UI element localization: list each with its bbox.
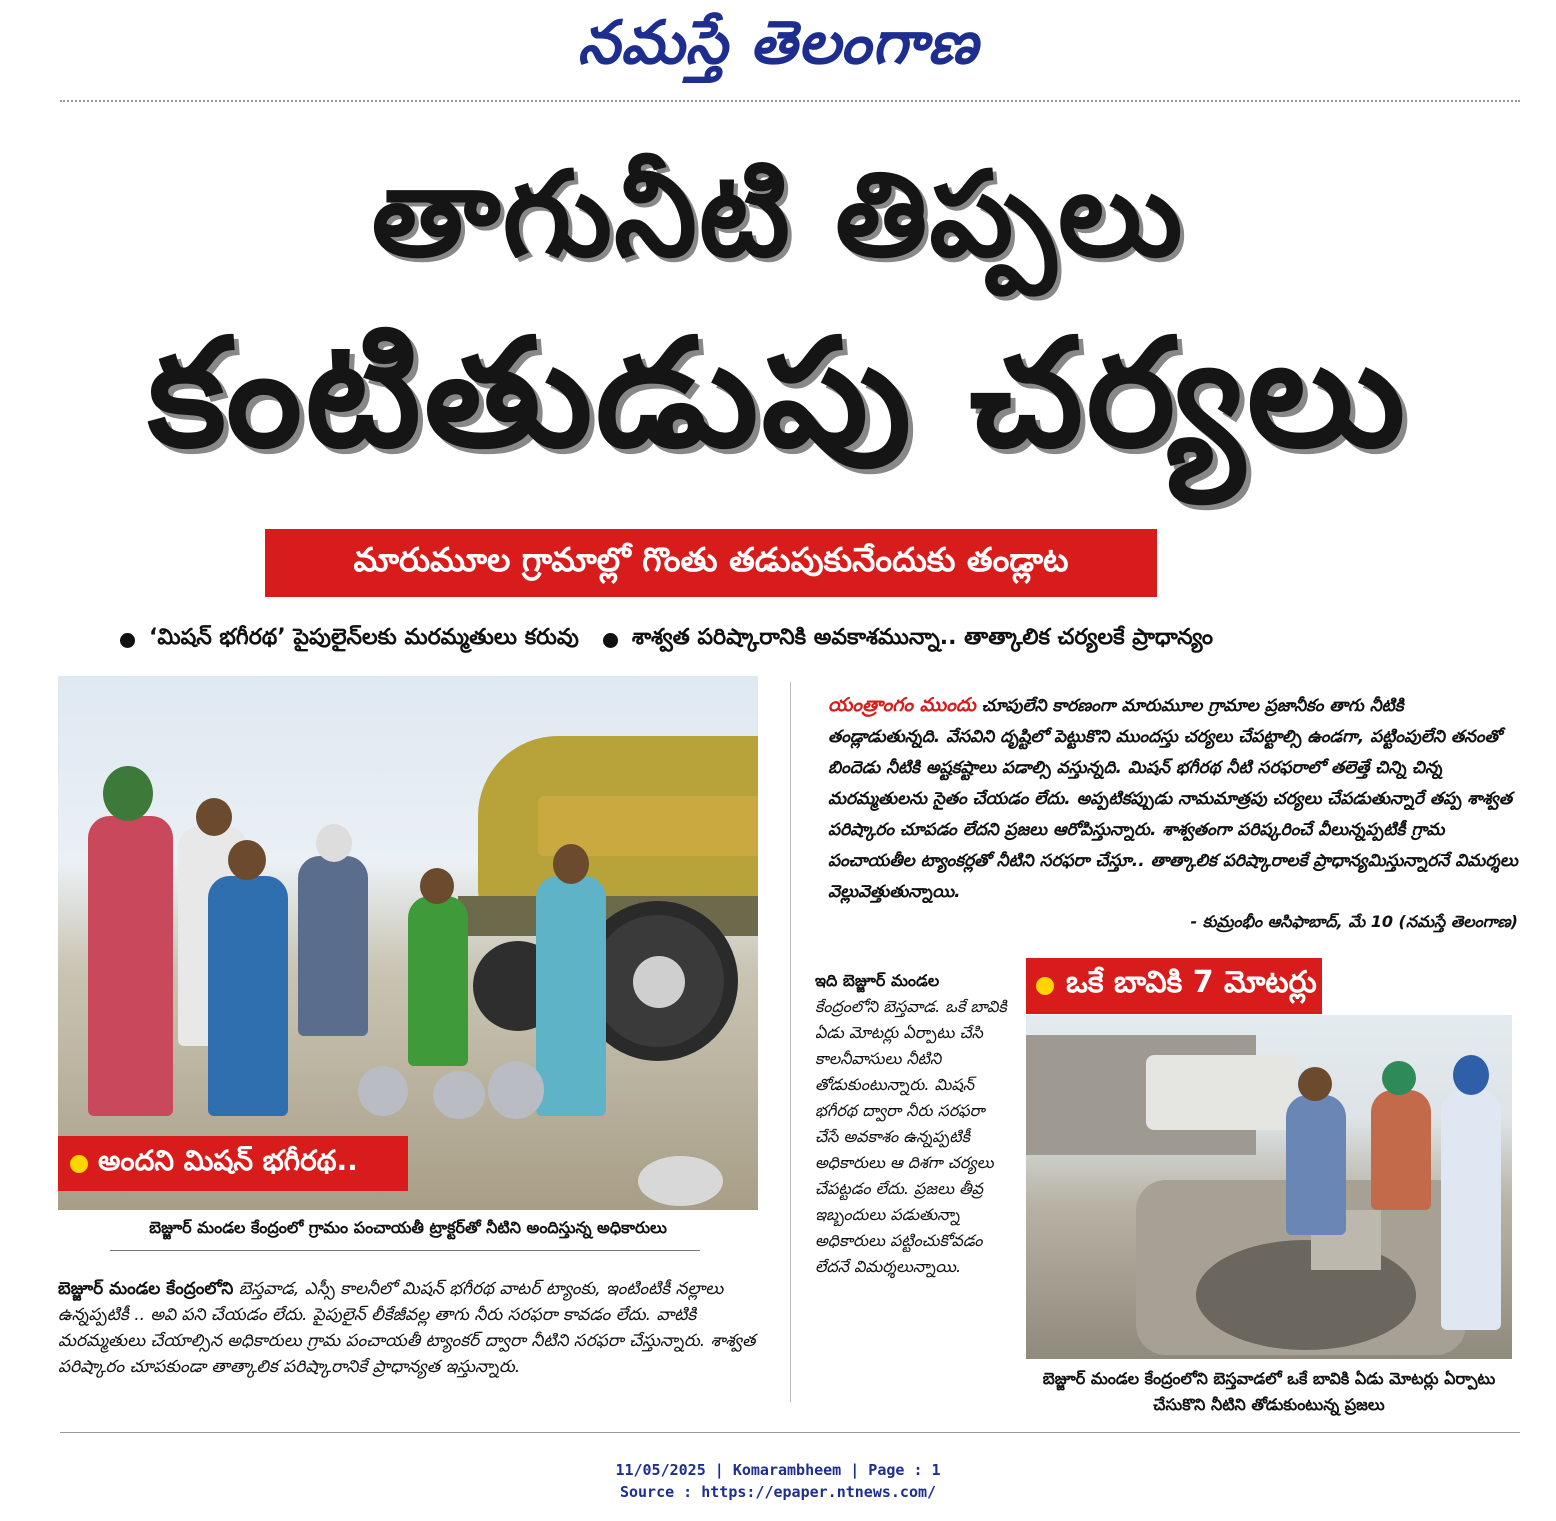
body-lead: బెజ్జూర్ మండల కేంద్రంలోని [58,1279,234,1299]
highlights-row [120,620,1460,660]
person-head [1382,1061,1416,1095]
label-dot-icon [1036,977,1054,995]
subhead-text: మారుమూల గ్రామాల్లో గొంతు తడుపుకునేందుకు తండ్లాట [353,539,1069,579]
mini-truck [1146,1055,1296,1130]
bullet-dot-icon [603,633,618,648]
intro-text: చూపులేని కారణంగా మారుమూల గ్రామాల ప్రజానీకం తాగు నీటికి తండ్లాడుతున్నది. వేసవిని దృష్టిలో పెట్టుకొని ముందస్తు చర్యలు చేపట్టాల్సి ఉండగా, పట్టింపులేని తనంతో బిందెడు నీటికి అష్టకష్టాలు పడాల్సి వస్తున్నది. మిషన్ భగీరథ నీటి సరఫరాలో తలెత్తే చిన్ని చిన్న మరమ్మతులను సైతం చేయడం లేదు. అప్పటికప్పుడు నామమాత్రపు చర్యలు చేపడుతున్నారే తప్ప శాశ్వత పరిష్కారం చూపడం లేదని ప్రజలు ఆరోపిస్తున్నారు. శాశ్వతంగా పరిష్కరించే వీలున్నప్పటికీ గ్రామ పంచాయతీల ట్యాంకర్లతో నీటిని సరఫరా చేస్తూ.. తాత్కాలిక పరిష్కారాలకే ప్రాధాన్యమిస్తున్నారనే విమర్శలు వెల్లువెత్తుతున్నాయి. [828,696,1518,902]
highlight-1: ‘మిషన్ భగీరథ’ పైపులైన్‌లకు మరమ్మతులు కరువు [149,625,579,650]
article-intro [828,690,1518,908]
highlight-2: శాశ్వత పరిష్కారానికి అవకాశమున్నా.. తాత్కాలిక చర్యలకే ప్రాధాన్యం [631,625,1214,650]
top-divider [60,100,1520,102]
column-divider [790,682,791,1402]
photo-caption: బెజ్జూర్ మండల కేంద్రంలో గ్రామం పంచాయతీ ట్రాక్టర్‌తో నీటిని అందిస్తున్న అధికారులు [149,1218,667,1237]
caption-divider [110,1250,700,1251]
bullet-dot-icon [120,633,135,648]
person-head [553,844,589,884]
article-body-left [58,1276,778,1380]
subhead-banner [265,529,1157,597]
footer [0,1459,1556,1503]
tanker-photo [58,676,758,1210]
well-opening [1196,1240,1416,1350]
photo-label [58,1136,408,1191]
water-pot [488,1061,544,1119]
person-head [196,798,232,836]
water-pot [358,1066,408,1116]
person-head [1298,1067,1332,1101]
person-head [103,766,153,821]
well-photo-label [1026,958,1322,1014]
water-vessel [638,1156,723,1206]
photo-label-text: అందని మిషన్ భగీరథ.. [98,1143,358,1177]
well-photo [1026,1015,1512,1359]
article-sidebar-text [815,968,1007,1280]
well-photo-caption: బెజ్జూర్ మండల కేంద్రంలోని బెస్తవాడలో ఒకే బావికి ఏడు మోటర్లు ఏర్పాటు చేసుకొని నీటిని తోడుకుంటున్న ప్రజలు [1042,1369,1496,1414]
headline-line-2: కంటితుడుపు చర్యలు [147,307,1409,481]
wheel-hub [633,956,685,1008]
person-figure [1441,1090,1501,1330]
person-head [228,840,266,880]
person-figure [208,876,288,1116]
well-label-text: ఒకే బావికి 7 మోటర్లు [1066,965,1317,1000]
person-figure [1371,1090,1431,1210]
footer-edition: 11/05/2025 | Komarambheem | Page : 1 [615,1461,941,1479]
person-head [316,824,352,862]
person-head [1453,1055,1489,1095]
dateline: - కుమ్రంభీం ఆసిఫాబాద్, మే 10 (నమస్తే తెలంగాణ) [1190,912,1518,931]
person-figure [536,876,606,1116]
person-figure [408,896,468,1066]
person-figure [1286,1095,1346,1235]
headline-line-1: తాగునీటి తిప్పలు [371,145,1185,283]
bottom-divider [60,1432,1520,1433]
label-dot-icon [70,1155,88,1173]
person-head [420,868,454,904]
masthead-logo: నమస్తే తెలంగాణ [577,8,979,78]
person-figure [88,816,173,1116]
sidebar-text: కేంద్రంలోని బెస్తవాడ. ఒకే బావికి ఏడు మోటర్లు ఏర్పాటు చేసి కాలనీవాసులు నీటిని తోడుకుంటున్నారు. మిషన్ భగీరథ ద్వారా నీరు సరఫరా చేసే అవకాశం ఉన్నప్పటికీ అధికారులు ఆ దిశగా చర్యలు చేపట్టడం లేదు. ప్రజలు తీవ్ర ఇబ్బందులు పడుతున్నా అధికారులు పట్టించుకోవడం లేదనే విమర్శలున్నాయి. [815,997,1007,1276]
person-figure [298,856,368,1036]
water-pot [433,1071,485,1119]
body-text: బెస్తవాడ, ఎస్సీ కాలనీలో మిషన్ భగీరథ వాటర్ ట్యాంకు, ఇంటింటికీ నల్లాలు ఉన్నప్పటికీ .. అవి పని చేయడం లేదు. పైపులైన్ లీకేజీవల్ల తాగు నీరు సరఫరా కావడం లేదు. వాటికి మరమ్మతులు చేయాల్సిన అధికారులు గ్రామ పంచాయతీ ట్యాంకర్ ద్వారా నీటిని సరఫరా చేస్తున్నారు. శాశ్వత పరిష్కారం చూపకుండా తాత్కాలిక పరిష్కారానికే ప్రాధాన్యత ఇస్తున్నారు. [58,1279,756,1377]
intro-lead: యంత్రాంగం ముందు [828,694,976,716]
sidebar-lead: ఇది బెజ్జూర్ మండల [815,971,940,990]
footer-source: Source : https://epaper.ntnews.com/ [619,1483,937,1501]
